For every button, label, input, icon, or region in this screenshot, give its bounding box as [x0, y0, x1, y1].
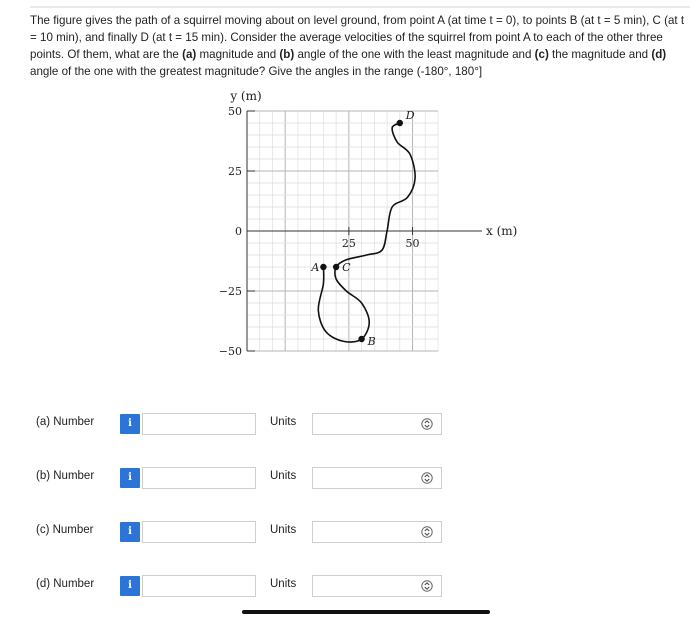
y-tick-label: −25 [218, 285, 242, 298]
squirrel-path-figure [200, 86, 540, 376]
answer-label: (a) Number [36, 416, 95, 428]
units-select-a[interactable] [312, 413, 442, 435]
info-icon[interactable]: i [120, 576, 140, 596]
answer-row-d [36, 573, 656, 599]
info-icon[interactable]: i [120, 468, 140, 488]
y-axis-label: y (m) [230, 89, 262, 103]
units-label: Units [270, 470, 297, 482]
answer-row-b [36, 465, 656, 491]
number-input-c[interactable] [142, 521, 256, 543]
units-label: Units [270, 578, 297, 590]
point-a-label: A [311, 261, 320, 274]
units-select-b[interactable] [312, 467, 442, 489]
number-input-a[interactable] [142, 413, 256, 435]
answer-row-c [36, 519, 656, 545]
answer-label: (c) Number [36, 524, 94, 536]
number-input-b[interactable] [142, 467, 256, 489]
info-icon[interactable]: i [120, 414, 140, 434]
home-indicator-bar [242, 610, 490, 614]
x-tick-label: 25 [341, 237, 356, 250]
path-plot [200, 86, 540, 376]
select-arrows-icon [421, 417, 433, 431]
point-a-marker [320, 264, 326, 270]
point-b-label: B [367, 335, 376, 348]
units-label: Units [270, 524, 297, 536]
point-c-marker [333, 264, 339, 270]
y-tick-label: 25 [228, 165, 242, 178]
point-d-label: D [405, 109, 415, 122]
x-tick-label: 50 [405, 237, 420, 250]
answer-row-a [36, 411, 656, 437]
y-tick-label: 50 [228, 105, 242, 118]
point-b-marker [358, 336, 364, 342]
select-arrows-icon [421, 579, 433, 593]
answer-label: (b) Number [36, 470, 95, 482]
question-text: The figure gives the path of a squirrel moving about on level ground, from point A (at time t = 0), to points B (at t = 5 min), C (at t = 10 min), and finally D (at t = 15 min). Consider the average velocities of the squirrel from point A to each of the other three points. Of them, what are the (a) magnitude and (b) angle of the one with the least magnitude and (c) the magnitude and (d) angle of the one with the greatest magnitude? Give the angles in the range (-180°, 180°] [30, 14, 685, 78]
top-divider [30, 6, 690, 8]
units-select-d[interactable] [312, 575, 442, 597]
number-input-d[interactable] [142, 575, 256, 597]
y-tick-label: 0 [235, 225, 242, 238]
select-arrows-icon [421, 471, 433, 485]
x-axis-label: x (m) [486, 224, 518, 238]
units-label: Units [270, 416, 297, 428]
units-select-c[interactable] [312, 521, 442, 543]
answer-label: (d) Number [36, 578, 95, 590]
info-icon[interactable]: i [120, 522, 140, 542]
select-arrows-icon [421, 525, 433, 539]
y-tick-label: −50 [218, 345, 242, 358]
squirrel-path-curve [318, 123, 415, 342]
point-d-marker [397, 120, 403, 126]
point-c-label: C [342, 261, 351, 274]
